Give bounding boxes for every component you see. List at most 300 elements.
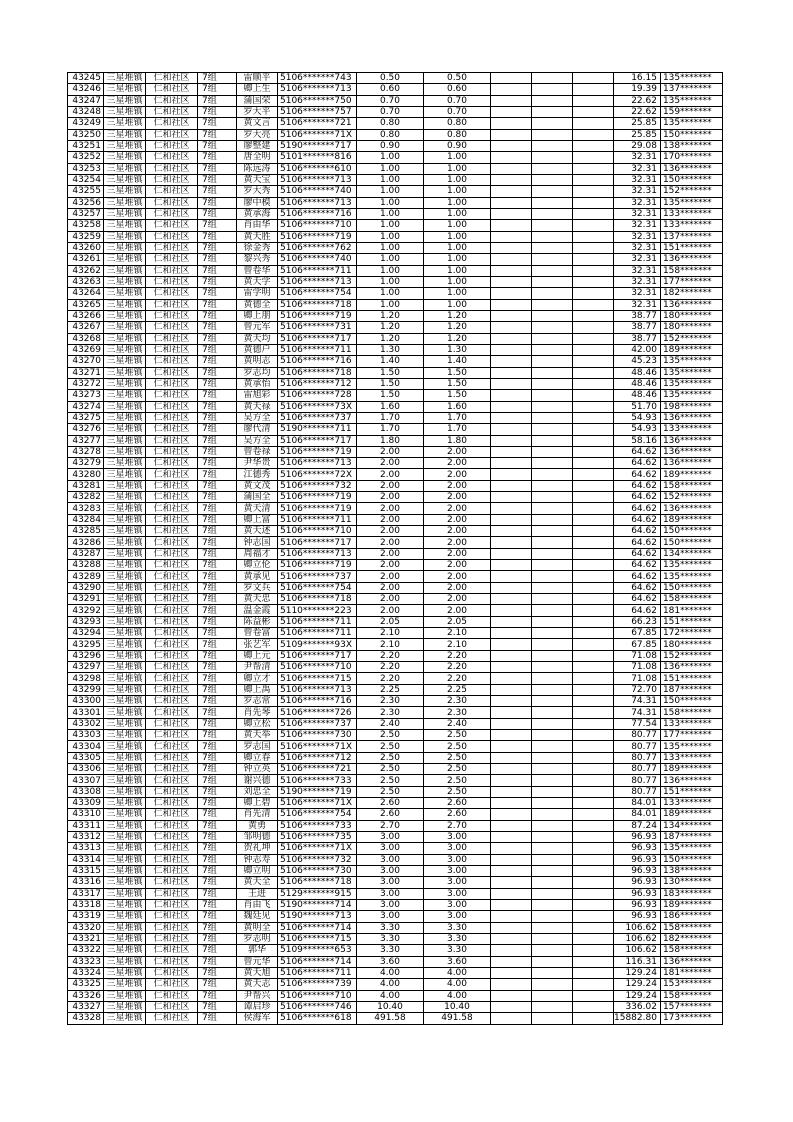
cell-name: 肖先清 (237, 809, 278, 820)
cell-id-number: 5106*******739 (278, 979, 357, 990)
cell-group: 7组 (198, 537, 237, 548)
cell-area-1: 2.00 (357, 571, 424, 582)
cell-row-number: 43275 (68, 412, 104, 423)
cell-town: 三星堆镇 (104, 798, 146, 809)
cell-row-number: 43319 (68, 911, 104, 922)
cell-blank-3 (573, 106, 614, 117)
table-row (68, 208, 723, 219)
cell-town: 三星堆镇 (104, 537, 146, 548)
cell-town: 三星堆镇 (104, 571, 146, 582)
cell-blank-2 (532, 684, 573, 695)
cell-amount: 129.24 (614, 979, 661, 990)
table-row (68, 990, 723, 1001)
cell-row-number: 43284 (68, 514, 104, 525)
cell-area-2: 3.00 (424, 911, 491, 922)
cell-blank-3 (573, 1013, 614, 1024)
cell-id-number: 5109*******653 (278, 945, 357, 956)
cell-blank-2 (532, 775, 573, 786)
cell-blank-3 (573, 526, 614, 537)
cell-area-1: 2.50 (357, 730, 424, 741)
cell-blank-2 (532, 888, 573, 899)
cell-blank-2 (532, 741, 573, 752)
cell-id-number: 5106*******715 (278, 673, 357, 684)
cell-blank-1 (491, 752, 532, 763)
cell-group: 7组 (198, 594, 237, 605)
cell-area-1: 2.40 (357, 718, 424, 729)
cell-phone: 152******* (660, 492, 722, 503)
cell-area-2: 2.00 (424, 458, 491, 469)
cell-phone: 158******* (660, 990, 722, 1001)
table-row (68, 956, 723, 967)
cell-town: 三星堆镇 (104, 594, 146, 605)
cell-community: 仁和社区 (146, 718, 198, 729)
cell-name: 黄德户 (237, 344, 278, 355)
cell-town: 三星堆镇 (104, 220, 146, 231)
cell-blank-1 (491, 469, 532, 480)
table-row (68, 945, 723, 956)
cell-blank-2 (532, 95, 573, 106)
cell-community: 仁和社区 (146, 73, 198, 84)
cell-phone: 177******* (660, 730, 722, 741)
cell-area-1: 0.50 (357, 73, 424, 84)
cell-town: 三星堆镇 (104, 333, 146, 344)
cell-amount: 64.62 (614, 446, 661, 457)
cell-phone: 135******* (660, 571, 722, 582)
table-row (68, 967, 723, 978)
cell-id-number: 5106*******710 (278, 662, 357, 673)
cell-amount: 80.77 (614, 741, 661, 752)
cell-community: 仁和社区 (146, 514, 198, 525)
cell-community: 仁和社区 (146, 537, 198, 548)
cell-phone: 137******* (660, 231, 722, 242)
cell-group: 7组 (198, 310, 237, 321)
cell-phone: 189******* (660, 809, 722, 820)
cell-amount: 32.31 (614, 276, 661, 287)
cell-area-1: 4.00 (357, 967, 424, 978)
cell-amount: 72.70 (614, 684, 661, 695)
cell-community: 仁和社区 (146, 208, 198, 219)
cell-amount: 87.24 (614, 820, 661, 831)
cell-blank-2 (532, 401, 573, 412)
cell-amount: 106.62 (614, 922, 661, 933)
cell-blank-2 (532, 118, 573, 129)
cell-name: 陈远涛 (237, 163, 278, 174)
cell-blank-1 (491, 662, 532, 673)
table-row (68, 265, 723, 276)
cell-blank-1 (491, 526, 532, 537)
cell-row-number: 43248 (68, 106, 104, 117)
table-row (68, 877, 723, 888)
cell-blank-1 (491, 401, 532, 412)
cell-area-2: 2.60 (424, 809, 491, 820)
cell-phone: 187******* (660, 684, 722, 695)
cell-blank-1 (491, 174, 532, 185)
cell-blank-3 (573, 798, 614, 809)
cell-blank-2 (532, 865, 573, 876)
cell-town: 三星堆镇 (104, 73, 146, 84)
cell-area-2: 2.50 (424, 775, 491, 786)
cell-area-2: 1.50 (424, 378, 491, 389)
cell-community: 仁和社区 (146, 129, 198, 140)
cell-group: 7组 (198, 798, 237, 809)
cell-name: 黄天旭 (237, 967, 278, 978)
cell-name: 卿上元 (237, 650, 278, 661)
cell-row-number: 43278 (68, 446, 104, 457)
cell-group: 7组 (198, 820, 237, 831)
cell-row-number: 43296 (68, 650, 104, 661)
cell-blank-1 (491, 197, 532, 208)
cell-row-number: 43287 (68, 548, 104, 559)
cell-blank-2 (532, 322, 573, 333)
cell-amount: 22.62 (614, 106, 661, 117)
cell-row-number: 43281 (68, 480, 104, 491)
cell-community: 仁和社区 (146, 605, 198, 616)
cell-phone: 189******* (660, 514, 722, 525)
cell-group: 7组 (198, 933, 237, 944)
cell-row-number: 43312 (68, 831, 104, 842)
cell-community: 仁和社区 (146, 322, 198, 333)
cell-blank-3 (573, 424, 614, 435)
cell-phone: 187******* (660, 831, 722, 842)
cell-town: 三星堆镇 (104, 1013, 146, 1024)
cell-blank-3 (573, 639, 614, 650)
cell-row-number: 43326 (68, 990, 104, 1001)
cell-area-2: 3.00 (424, 843, 491, 854)
cell-area-1: 2.50 (357, 764, 424, 775)
cell-area-1: 3.30 (357, 945, 424, 956)
cell-id-number: 5106*******719 (278, 310, 357, 321)
cell-group: 7组 (198, 560, 237, 571)
cell-blank-2 (532, 186, 573, 197)
cell-group: 7组 (198, 526, 237, 537)
cell-community: 仁和社区 (146, 616, 198, 627)
cell-blank-1 (491, 922, 532, 933)
cell-blank-1 (491, 899, 532, 910)
cell-area-2: 0.70 (424, 95, 491, 106)
cell-community: 仁和社区 (146, 582, 198, 593)
cell-blank-1 (491, 1013, 532, 1024)
cell-phone: 135******* (660, 560, 722, 571)
cell-row-number: 43308 (68, 786, 104, 797)
cell-group: 7组 (198, 809, 237, 820)
cell-blank-3 (573, 843, 614, 854)
cell-amount: 96.93 (614, 831, 661, 842)
cell-area-1: 0.70 (357, 106, 424, 117)
cell-amount: 48.46 (614, 378, 661, 389)
cell-blank-1 (491, 514, 532, 525)
cell-area-2: 1.70 (424, 412, 491, 423)
cell-blank-3 (573, 820, 614, 831)
cell-community: 仁和社区 (146, 299, 198, 310)
cell-row-number: 43292 (68, 605, 104, 616)
cell-town: 三星堆镇 (104, 741, 146, 752)
cell-blank-1 (491, 911, 532, 922)
cell-name: 吴方全 (237, 435, 278, 446)
cell-area-1: 2.20 (357, 650, 424, 661)
cell-blank-2 (532, 605, 573, 616)
cell-group: 7组 (198, 888, 237, 899)
cell-id-number: 5106*******728 (278, 390, 357, 401)
cell-id-number: 5106*******713 (278, 548, 357, 559)
cell-amount: 64.62 (614, 605, 661, 616)
cell-id-number: 5106*******726 (278, 707, 357, 718)
table-row (68, 186, 723, 197)
cell-row-number: 43298 (68, 673, 104, 684)
cell-id-number: 5106*******714 (278, 956, 357, 967)
cell-blank-2 (532, 84, 573, 95)
cell-blank-2 (532, 730, 573, 741)
cell-row-number: 43280 (68, 469, 104, 480)
cell-row-number: 43265 (68, 299, 104, 310)
cell-area-1: 2.00 (357, 458, 424, 469)
cell-name: 黄天述 (237, 526, 278, 537)
cell-name: 曾元华 (237, 956, 278, 967)
table-row (68, 310, 723, 321)
cell-blank-3 (573, 990, 614, 1001)
cell-blank-3 (573, 605, 614, 616)
cell-blank-3 (573, 582, 614, 593)
cell-id-number: 5106*******713 (278, 84, 357, 95)
cell-amount: 32.31 (614, 288, 661, 299)
cell-blank-3 (573, 231, 614, 242)
cell-blank-2 (532, 231, 573, 242)
cell-id-number: 5190*******714 (278, 899, 357, 910)
cell-blank-2 (532, 560, 573, 571)
cell-blank-3 (573, 118, 614, 129)
cell-area-1: 4.00 (357, 990, 424, 1001)
cell-amount: 32.31 (614, 186, 661, 197)
cell-area-2: 2.50 (424, 730, 491, 741)
cell-row-number: 43255 (68, 186, 104, 197)
cell-group: 7组 (198, 684, 237, 695)
cell-community: 仁和社区 (146, 662, 198, 673)
cell-amount: 32.31 (614, 242, 661, 253)
cell-amount: 96.93 (614, 843, 661, 854)
cell-id-number: 5106*******718 (278, 299, 357, 310)
cell-area-1: 3.00 (357, 831, 424, 842)
cell-id-number: 5106*******719 (278, 492, 357, 503)
table-row (68, 106, 723, 117)
cell-town: 三星堆镇 (104, 84, 146, 95)
table-row (68, 752, 723, 763)
cell-blank-2 (532, 616, 573, 627)
cell-area-2: 1.00 (424, 186, 491, 197)
cell-blank-1 (491, 220, 532, 231)
cell-blank-3 (573, 84, 614, 95)
cell-id-number: 5106*******721 (278, 764, 357, 775)
cell-area-2: 1.00 (424, 231, 491, 242)
cell-area-2: 1.20 (424, 333, 491, 344)
cell-group: 7组 (198, 956, 237, 967)
cell-name: 黄文言 (237, 118, 278, 129)
cell-group: 7组 (198, 288, 237, 299)
cell-amount: 64.62 (614, 526, 661, 537)
cell-phone: 151******* (660, 786, 722, 797)
cell-row-number: 43288 (68, 560, 104, 571)
cell-area-1: 0.90 (357, 140, 424, 151)
cell-amount: 71.08 (614, 650, 661, 661)
cell-phone: 135******* (660, 197, 722, 208)
cell-row-number: 43258 (68, 220, 104, 231)
cell-amount: 80.77 (614, 730, 661, 741)
cell-town: 三星堆镇 (104, 152, 146, 163)
cell-blank-2 (532, 73, 573, 84)
cell-amount: 32.31 (614, 299, 661, 310)
cell-community: 仁和社区 (146, 899, 198, 910)
cell-blank-1 (491, 333, 532, 344)
cell-group: 7组 (198, 95, 237, 106)
cell-name: 黄天均 (237, 333, 278, 344)
cell-area-1: 1.60 (357, 401, 424, 412)
cell-phone: 134******* (660, 548, 722, 559)
cell-area-1: 1.20 (357, 322, 424, 333)
cell-amount: 96.93 (614, 854, 661, 865)
cell-id-number: 5190*******713 (278, 911, 357, 922)
cell-town: 三星堆镇 (104, 106, 146, 117)
cell-id-number: 5106*******711 (278, 628, 357, 639)
cell-community: 仁和社区 (146, 95, 198, 106)
cell-name: 黄文茂 (237, 480, 278, 491)
cell-community: 仁和社区 (146, 265, 198, 276)
cell-row-number: 43322 (68, 945, 104, 956)
cell-town: 三星堆镇 (104, 831, 146, 842)
cell-phone: 150******* (660, 129, 722, 140)
cell-community: 仁和社区 (146, 254, 198, 265)
cell-area-2: 0.90 (424, 140, 491, 151)
cell-amount: 16.15 (614, 73, 661, 84)
cell-row-number: 43263 (68, 276, 104, 287)
cell-blank-2 (532, 786, 573, 797)
cell-town: 三星堆镇 (104, 696, 146, 707)
cell-area-2: 0.70 (424, 106, 491, 117)
cell-amount: 80.77 (614, 752, 661, 763)
cell-phone: 136******* (660, 446, 722, 457)
cell-area-2: 3.00 (424, 854, 491, 865)
cell-row-number: 43251 (68, 140, 104, 151)
cell-name: 尹帮兴 (237, 990, 278, 1001)
cell-blank-3 (573, 854, 614, 865)
cell-id-number: 5106*******718 (278, 594, 357, 605)
cell-blank-1 (491, 571, 532, 582)
cell-blank-2 (532, 197, 573, 208)
cell-name: 肖由飞 (237, 899, 278, 910)
cell-name: 曾卷禄 (237, 446, 278, 457)
cell-group: 7组 (198, 967, 237, 978)
cell-area-2: 1.00 (424, 220, 491, 231)
cell-community: 仁和社区 (146, 197, 198, 208)
cell-town: 三星堆镇 (104, 322, 146, 333)
cell-community: 仁和社区 (146, 390, 198, 401)
cell-area-1: 2.05 (357, 616, 424, 627)
cell-community: 仁和社区 (146, 865, 198, 876)
cell-blank-1 (491, 888, 532, 899)
cell-area-2: 1.20 (424, 310, 491, 321)
cell-area-2: 1.50 (424, 367, 491, 378)
cell-amount: 29.08 (614, 140, 661, 151)
cell-row-number: 43289 (68, 571, 104, 582)
cell-name: 卿立才 (237, 673, 278, 684)
cell-amount: 19.39 (614, 84, 661, 95)
cell-town: 三星堆镇 (104, 616, 146, 627)
cell-area-1: 2.10 (357, 628, 424, 639)
cell-phone: 151******* (660, 673, 722, 684)
cell-row-number: 43264 (68, 288, 104, 299)
cell-area-1: 0.80 (357, 129, 424, 140)
cell-area-2: 1.00 (424, 174, 491, 185)
cell-phone: 151******* (660, 242, 722, 253)
cell-town: 三星堆镇 (104, 888, 146, 899)
cell-area-1: 2.00 (357, 503, 424, 514)
cell-blank-3 (573, 514, 614, 525)
cell-amount: 96.93 (614, 877, 661, 888)
cell-row-number: 43245 (68, 73, 104, 84)
cell-row-number: 43262 (68, 265, 104, 276)
cell-community: 仁和社区 (146, 242, 198, 253)
cell-name: 卿上朋 (237, 310, 278, 321)
cell-blank-3 (573, 707, 614, 718)
cell-row-number: 43293 (68, 616, 104, 627)
cell-blank-1 (491, 718, 532, 729)
cell-name: 蒲国荣 (237, 95, 278, 106)
cell-blank-1 (491, 299, 532, 310)
cell-amount: 38.77 (614, 333, 661, 344)
cell-community: 仁和社区 (146, 367, 198, 378)
cell-blank-1 (491, 775, 532, 786)
cell-group: 7组 (198, 220, 237, 231)
cell-blank-3 (573, 276, 614, 287)
cell-area-1: 1.00 (357, 152, 424, 163)
cell-blank-1 (491, 933, 532, 944)
cell-amount: 15882.80 (614, 1013, 661, 1024)
cell-phone: 177******* (660, 276, 722, 287)
cell-amount: 22.62 (614, 95, 661, 106)
cell-blank-3 (573, 752, 614, 763)
cell-area-2: 2.20 (424, 650, 491, 661)
cell-id-number: 5106*******719 (278, 446, 357, 457)
cell-id-number: 5106*******713 (278, 458, 357, 469)
cell-phone: 136******* (660, 163, 722, 174)
cell-amount: 106.62 (614, 933, 661, 944)
cell-id-number: 5110*******223 (278, 605, 357, 616)
table-row (68, 84, 723, 95)
cell-name: 吴方全 (237, 412, 278, 423)
cell-town: 三星堆镇 (104, 990, 146, 1001)
cell-group: 7组 (198, 186, 237, 197)
cell-phone: 133******* (660, 798, 722, 809)
cell-amount: 51.70 (614, 401, 661, 412)
cell-blank-2 (532, 106, 573, 117)
cell-town: 三星堆镇 (104, 730, 146, 741)
cell-amount: 25.85 (614, 129, 661, 140)
cell-blank-2 (532, 492, 573, 503)
cell-row-number: 43268 (68, 333, 104, 344)
cell-phone: 135******* (660, 741, 722, 752)
table-row (68, 378, 723, 389)
cell-phone: 133******* (660, 424, 722, 435)
cell-community: 仁和社区 (146, 809, 198, 820)
cell-community: 仁和社区 (146, 276, 198, 287)
cell-phone: 152******* (660, 186, 722, 197)
cell-group: 7组 (198, 616, 237, 627)
cell-amount: 80.77 (614, 775, 661, 786)
cell-town: 三星堆镇 (104, 548, 146, 559)
cell-id-number: 5106*******754 (278, 809, 357, 820)
cell-blank-1 (491, 186, 532, 197)
cell-blank-2 (532, 208, 573, 219)
cell-town: 三星堆镇 (104, 197, 146, 208)
cell-blank-3 (573, 775, 614, 786)
cell-blank-2 (532, 503, 573, 514)
